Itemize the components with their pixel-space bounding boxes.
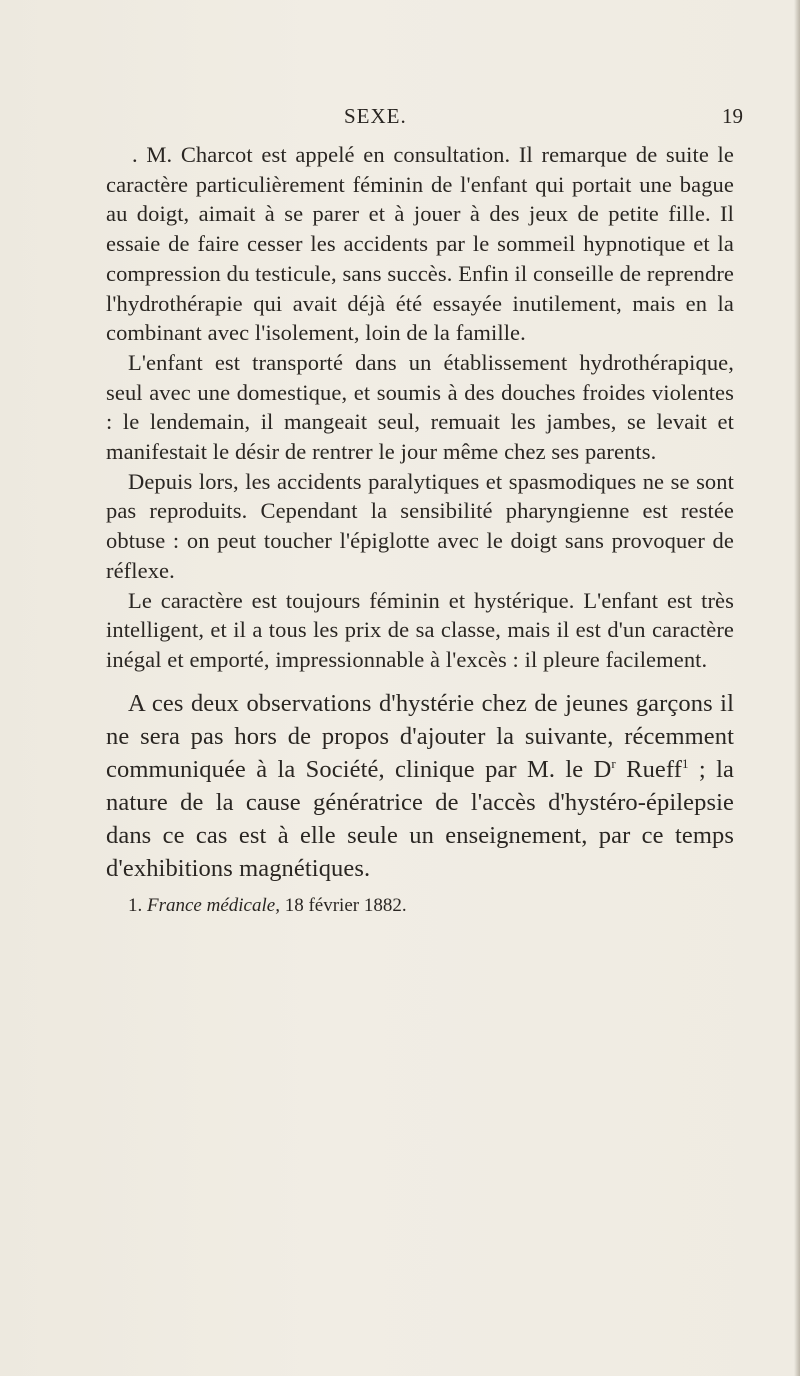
- footnote-date: 18 février 1882.: [279, 894, 407, 916]
- paragraph-character: Le caractère est toujours féminin et hystérique. L'enfant est très intelligent, et il a tous les prix de sa classe, mais il est d'un caractère inégal et emporté, impressionnable à l'excès : il pleure facilement.: [106, 587, 734, 672]
- footnote-number: 1.: [128, 894, 143, 916]
- running-header: [0, 104, 800, 134]
- body-text: [106, 140, 734, 919]
- paragraph-since-then: Depuis lors, les accidents paralytiques et spasmodiques ne se sont pas reproduits. Cependant la sensibilité pharyngienne est restée obtuse : on peut toucher l'épiglotte avec le doigt sans provoquer de réflexe.: [106, 468, 734, 583]
- rueff-text-part3: ; la nature de la cause génératrice de l'accès d'hystéro-épilepsie dans ce cas est à elle seule un enseignement, par ce temps d'exhibitions magnétiques.: [106, 755, 734, 882]
- rueff-text-part1: A ces deux observations d'hystérie chez de jeunes garçons il ne sera pas hors de propos d'ajouter la suivante, récemment communiquée à la Société, clinique par M. le D: [106, 689, 734, 783]
- running-title: SEXE.: [344, 104, 407, 128]
- page-number: 19: [722, 104, 743, 128]
- page-edge-shadow: [794, 0, 800, 1376]
- rueff-text-part2: Rueff: [615, 755, 682, 783]
- footnote-source: France médicale,: [147, 894, 280, 916]
- paragraph-hydrotherapy-establishment: L'enfant est transporté dans un établissement hydrothérapique, seul avec une domestique, et soumis à des douches froides violentes : le lendemain, il mangeait seul, remuait les jambes, se levait et manifestait le désir de rentrer le jour même chez ses parents.: [106, 349, 734, 465]
- paragraph-rueff-observation: [106, 687, 734, 885]
- footnote: [106, 893, 734, 919]
- footnote-reference: 1: [681, 755, 689, 771]
- doctor-abbrev-superscript: r: [611, 755, 616, 771]
- paragraph-charcot-consultation: . M. Charcot est appelé en consultation. Il remarque de suite le caractère particulièrement féminin de l'enfant qui portait une bague au doigt, aimait à se parer et à jouer à des jeux de petite fille. Il essaie de faire cesser les accidents par le sommeil hypnotique et la compression du testicule, sans succès. Enfin il conseille de reprendre l'hydrothérapie qui avait déjà été essayée inutilement, mais en la combinant avec l'isolement, loin de la famille.: [106, 142, 734, 346]
